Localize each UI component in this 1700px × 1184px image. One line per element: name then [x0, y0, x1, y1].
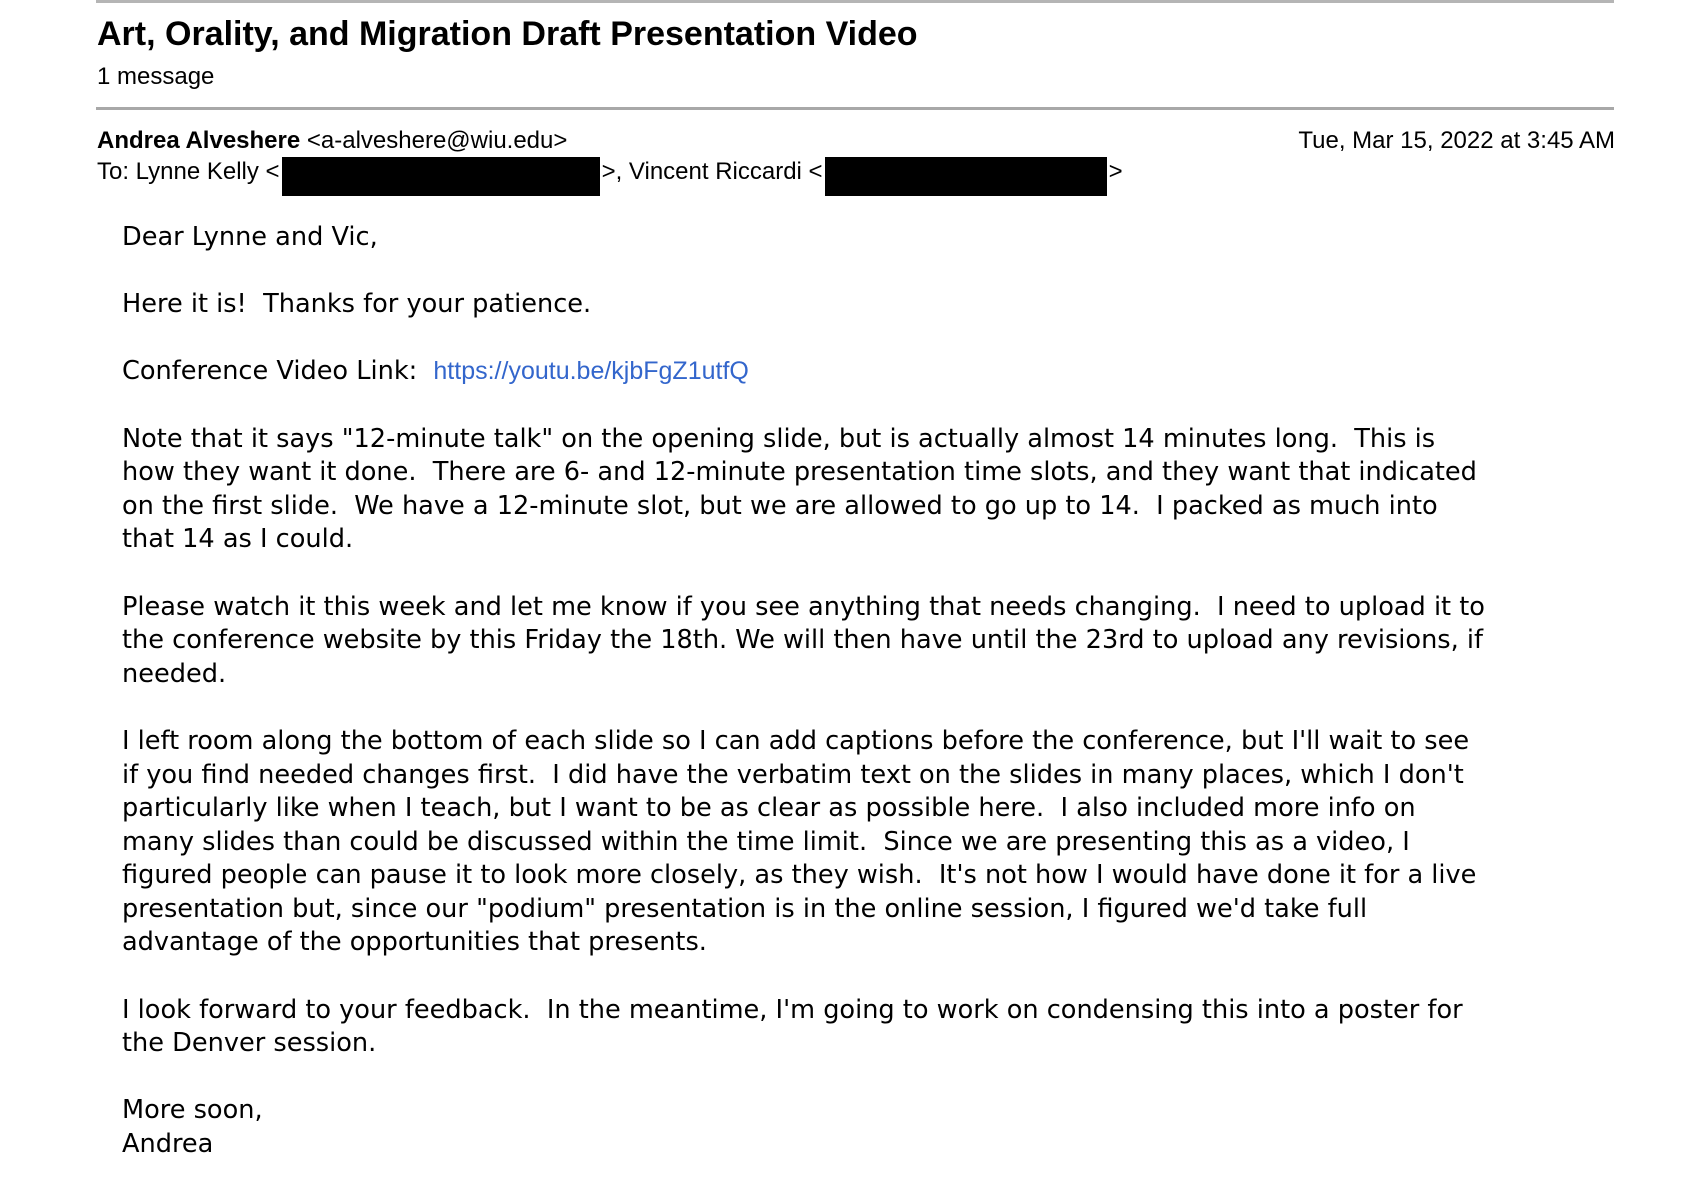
text-line: particularly like when I teach, but I want to be as clear as possible here. I also included more info on	[122, 793, 1416, 824]
text-line: presentation but, since our "podium" presentation is in the online session, I figured we'd take full	[122, 893, 1368, 924]
text-line: figured people can pause it to look more closely, as they wish. It's not how I would have done it for a live	[122, 860, 1477, 891]
video-link[interactable]: https://youtu.be/kjbFgZ1utfQ	[433, 357, 749, 386]
text-line: if you find needed changes first. I did have the verbatim text on the slides in many places, which I don't	[122, 759, 1464, 790]
email-subject: Art, Orality, and Migration Draft Presentation Video	[97, 15, 918, 53]
text-line: I left room along the bottom of each slide so I can add captions before the conference, but I'll wait to see	[122, 725, 1470, 756]
paragraph	[122, 994, 1602, 1061]
to-separator: >, Vincent Riccardi <	[601, 158, 823, 185]
paragraph	[122, 725, 1602, 960]
paragraph	[122, 423, 1602, 557]
text-line: the Denver session.	[122, 1028, 377, 1059]
text-line: I look forward to your feedback. In the meantime, I'm going to work on condensing this into a poster for	[122, 994, 1463, 1025]
text-line: Please watch it this week and let me know if you see anything that needs changing. I need to upload it to	[122, 591, 1485, 622]
link-label: Conference Video Link:	[122, 356, 418, 387]
email-date: Tue, Mar 15, 2022 at 3:45 AM	[1298, 127, 1615, 154]
text-line: Note that it says "12-minute talk" on the opening slide, but is actually almost 14 minutes long. This is	[122, 423, 1436, 454]
text-line: the conference website by this Friday the 18th. We will then have until the 23rd to upload any revisions, if	[122, 625, 1484, 656]
video-link-line	[122, 355, 1602, 389]
sender-name[interactable]: Andrea Alveshere	[97, 127, 301, 154]
to-prefix: To: Lynne Kelly <	[97, 158, 280, 185]
to-suffix: >	[1108, 158, 1123, 185]
sender-email: <a-alveshere@wiu.edu>	[306, 127, 568, 154]
closing-line: More soon,	[122, 1095, 263, 1126]
text-line: many slides than could be discussed within the time limit. Since we are presenting this as a video, I	[122, 826, 1410, 857]
recipients-line	[97, 157, 1123, 193]
message-count: 1 message	[97, 63, 215, 90]
paragraph: Here it is! Thanks for your patience.	[122, 289, 592, 320]
header-divider	[96, 107, 1614, 110]
sender-line	[97, 127, 567, 155]
text-line: that 14 as I could.	[122, 524, 354, 555]
top-divider	[96, 0, 1614, 3]
email-body	[122, 221, 1602, 1162]
redaction-box	[825, 157, 1107, 196]
greeting: Dear Lynne and Vic,	[122, 222, 378, 252]
text-line: how they want it done. There are 6- and 12-minute presentation time slots, and they want that indicated	[122, 457, 1477, 488]
closing	[122, 1094, 1602, 1161]
redaction-box	[282, 157, 600, 196]
text-line: advantage of the opportunities that presents.	[122, 927, 707, 958]
signature: Andrea	[122, 1129, 214, 1160]
text-line: needed.	[122, 658, 227, 689]
paragraph	[122, 591, 1602, 692]
text-line: on the first slide. We have a 12-minute slot, but we are allowed to go up to 14. I packed as much into	[122, 490, 1438, 521]
